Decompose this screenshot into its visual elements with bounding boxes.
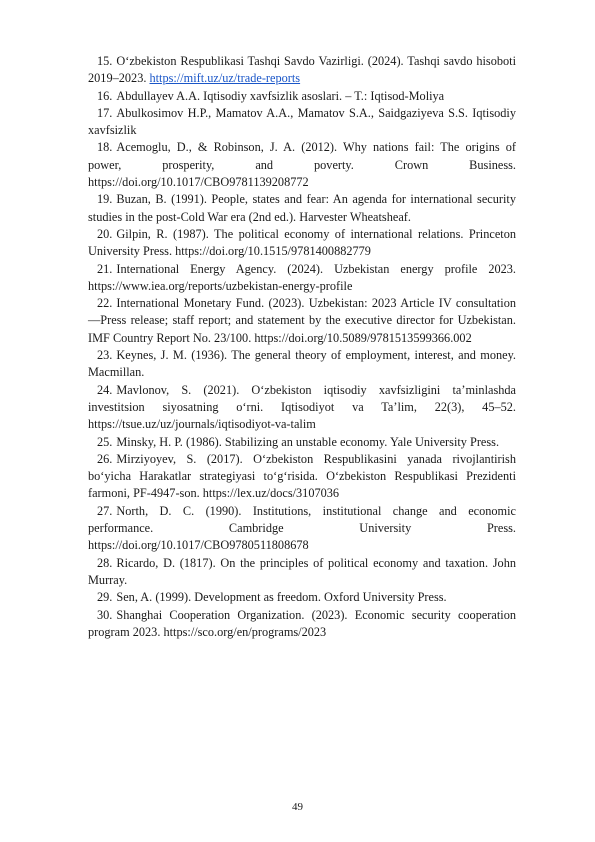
reference-url: https://doi.org/10.1515/9781400882779	[175, 244, 371, 259]
reference-item	[88, 88, 516, 105]
reference-number: 20.	[97, 226, 113, 241]
reference-text: Gilpin, R. (1987). The political economy of international relations. Princeton University Press.	[88, 226, 516, 259]
reference-number: 30.	[97, 607, 113, 622]
reference-item	[88, 261, 516, 296]
reference-number: 16.	[97, 88, 113, 103]
reference-text: Abulkosimov H.P., Mamatov A.A., Mamatov S.A., Saidgaziyeva S.S. Iqtisodiy xavfsizlik	[88, 105, 516, 138]
page-number: 49	[292, 801, 303, 813]
reference-link[interactable]: https://mift.uz/uz/trade-reports	[149, 71, 301, 86]
reference-text: International Monetary Fund. (2023). Uzbekistan: 2023 Article IV consultation—Press release; staff report; and statement by the executive director for Uzbekistan. IMF Country Report No. 23/100.	[88, 296, 516, 345]
reference-number: 15.	[97, 54, 113, 68]
reference-number: 19.	[97, 192, 113, 207]
reference-item	[88, 382, 516, 434]
reference-text: Mavlonov, S. (2021). O‘zbekiston iqtisodiy xavfsizligini ta’minlashda investitsion siyosatning o‘rni. Iqtisodiyot va Ta’lim, 22(3), 45–52.	[88, 382, 516, 414]
reference-item	[88, 295, 516, 347]
reference-item	[88, 139, 516, 191]
reference-item	[88, 105, 516, 140]
reference-item	[88, 555, 516, 590]
reference-text: Mirziyoyev, S. (2017). O‘zbekiston Respublikasini yanada rivojlantirish bo‘yicha Harakatlar strategiyasi to‘g‘risida. O‘zbekiston Respublikasi Prezidenti farmoni, PF-4947-son.	[88, 451, 516, 501]
reference-item	[88, 589, 516, 606]
reference-item	[88, 451, 516, 503]
reference-number: 28.	[97, 555, 113, 570]
reference-item	[88, 503, 516, 555]
reference-number: 27.	[97, 503, 113, 518]
reference-item	[88, 607, 516, 642]
reference-text: International Energy Agency. (2024). Uzbekistan energy profile 2023.	[116, 261, 516, 276]
reference-number: 22.	[97, 296, 113, 311]
reference-number: 29.	[97, 590, 113, 605]
reference-text: North, D. C. (1990). Institutions, institutional change and economic performance. Cambridge University Press.	[88, 503, 516, 536]
reference-number: 25.	[97, 434, 113, 449]
reference-text: Shanghai Cooperation Organization. (2023). Economic security cooperation program 2023.	[88, 607, 516, 639]
reference-number: 21.	[97, 261, 113, 276]
reference-text: O‘zbekiston Respublikasi Tashqi Savdo Vazirligi. (2024). Tashqi savdo hisoboti 2019–2023.	[88, 54, 516, 86]
reference-number: 18.	[97, 140, 113, 155]
reference-url: https://doi.org/10.1017/CBO9780511808678	[88, 538, 309, 553]
reference-text: Sen, A. (1999). Development as freedom. Oxford University Press.	[116, 590, 447, 605]
reference-number: 23.	[97, 348, 113, 363]
reference-text: Keynes, J. M. (1936). The general theory of employment, interest, and money. Macmillan.	[88, 348, 516, 380]
reference-url: https://doi.org/10.1017/CBO9781139208772	[88, 175, 309, 190]
reference-number: 26.	[97, 451, 113, 466]
reference-url: https://lex.uz/docs/3107036	[202, 486, 340, 501]
reference-text: Abdullayev A.A. Iqtisodiy xavfsizlik asoslari. – T.: Iqtisod-Moliya	[116, 88, 445, 103]
reference-text: Buzan, B. (1991). People, states and fear: An agenda for international security studies in the post-Cold War era (2nd ed.). Harvester Wheatsheaf.	[88, 192, 516, 224]
reference-text: Minsky, H. P. (1986). Stabilizing an unstable economy. Yale University Press.	[116, 434, 500, 449]
reference-text: Acemoglu, D., & Robinson, J. A. (2012). Why nations fail: The origins of power, prosperity, and poverty. Crown Business.	[88, 140, 516, 172]
reference-text: Ricardo, D. (1817). On the principles of political economy and taxation. John Murray.	[88, 555, 516, 587]
reference-item	[88, 191, 516, 226]
reference-number: 17.	[97, 105, 113, 120]
reference-url: https://tsue.uz/uz/journals/iqtisodiyot-va-talim	[88, 417, 316, 432]
reference-url: https://doi.org/10.5089/9781513599366.002	[254, 330, 472, 345]
reference-item	[88, 53, 516, 88]
reference-list	[88, 53, 516, 641]
reference-item	[88, 434, 516, 451]
reference-url: https://sco.org/en/programs/2023	[163, 624, 327, 639]
reference-number: 24.	[97, 382, 113, 397]
reference-item	[88, 347, 516, 382]
reference-url: https://www.iea.org/reports/uzbekistan-energy-profile	[88, 278, 353, 293]
reference-item	[88, 226, 516, 261]
